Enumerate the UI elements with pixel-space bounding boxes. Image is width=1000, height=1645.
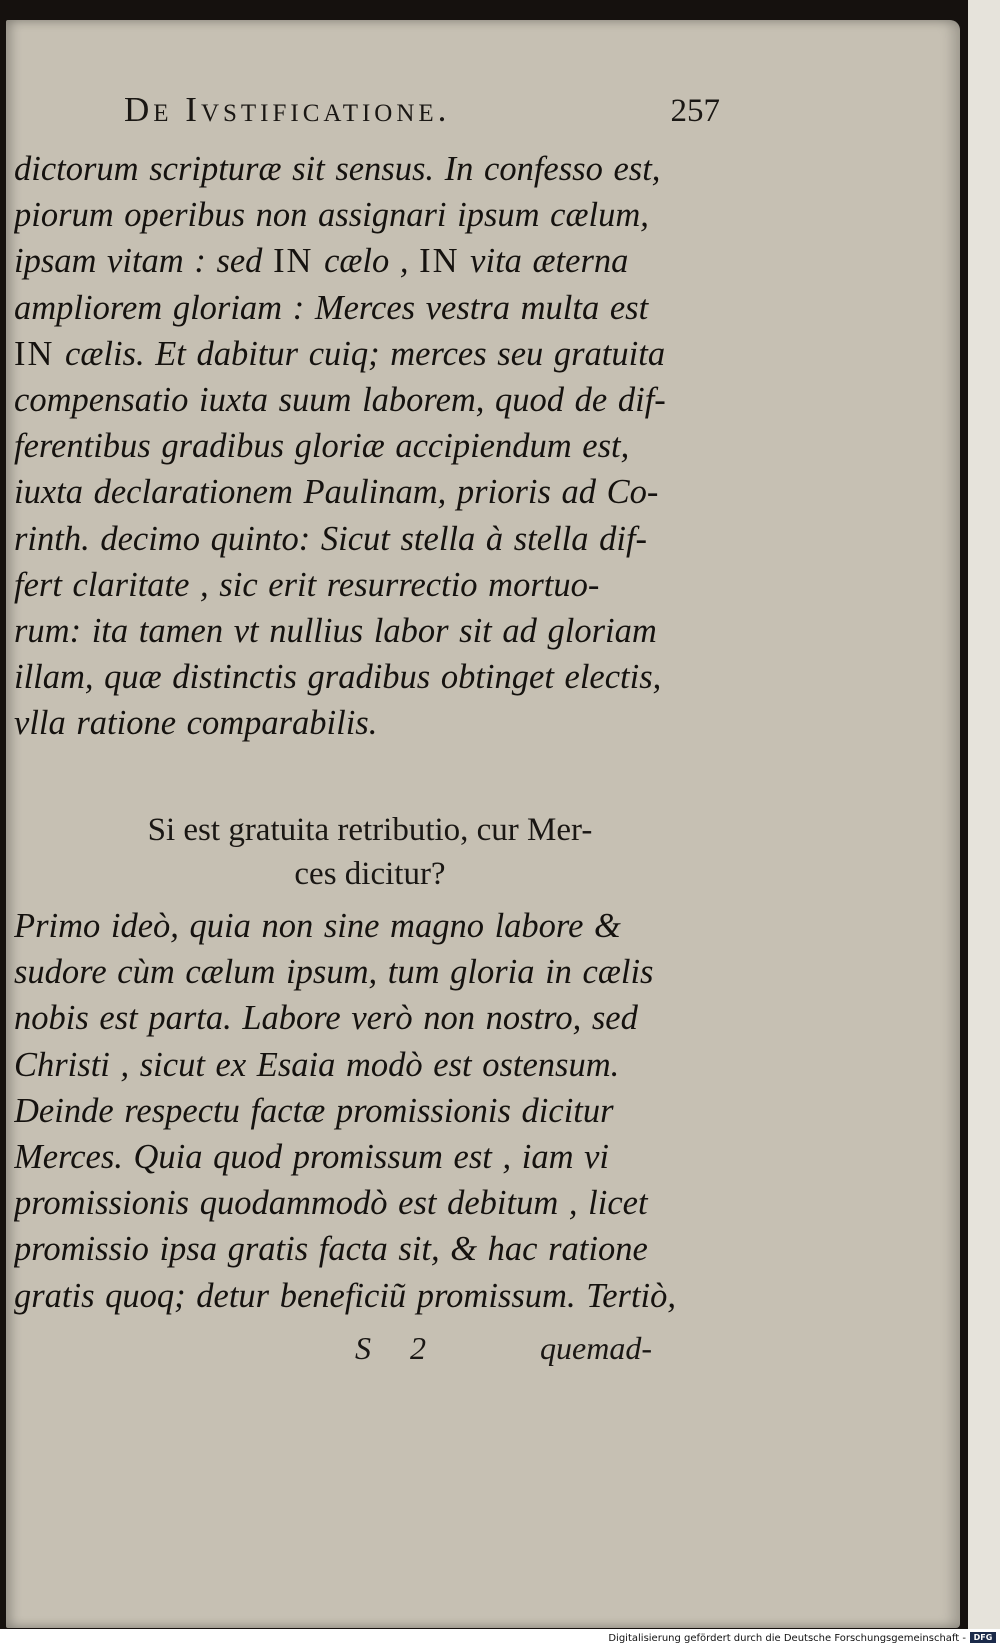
- heading-line-1: Si est gratuita retributio, cur Mer-: [147, 812, 593, 848]
- text-line: nobis est parta. Labore verò non nostro, sed: [14, 999, 638, 1038]
- funding-credit: Digitalisierung gefördert durch die Deutsche Forschungsgemeinschaft -: [608, 1633, 966, 1644]
- footer-bar: [0, 1629, 1000, 1645]
- small-caps-in: IN: [273, 242, 314, 281]
- signature-number: 2: [410, 1330, 426, 1366]
- text-line: Merces. Quia quod promissum est , iam vi: [14, 1137, 610, 1176]
- text-line: [14, 238, 724, 284]
- text-line: Deinde respectu factæ promissionis dicitur: [14, 1091, 614, 1130]
- small-caps-in: IN: [14, 334, 55, 373]
- text-segment: ipsam vitam : sed: [14, 242, 263, 281]
- text-line: promissionis quodammodò est debitum , licet: [14, 1184, 648, 1223]
- page-number: 257: [670, 93, 720, 129]
- text-line: piorum operibus non assignari ipsum cælum,: [14, 196, 649, 235]
- text-line: Primo ideò, quia non sine magno labore &: [14, 907, 621, 945]
- text-segment: cælo ,: [324, 242, 409, 281]
- text-line: Christi , sicut ex Esaia modò est ostensum.: [14, 1045, 620, 1084]
- text-line: dictorum scripturæ sit sensus. In confesso est,: [14, 150, 661, 188]
- section-heading: [60, 808, 680, 896]
- text-line: gratis quoq; detur beneficiũ promissum. Tertiò,: [14, 1276, 676, 1315]
- text-segment: vita æterna: [470, 242, 629, 281]
- running-title: De Ivstificatione.: [124, 90, 451, 129]
- text-line: vlla ratione comparabilis.: [14, 704, 378, 743]
- page-header: [124, 90, 724, 130]
- text-line: ampliorem gloriam : Merces vestra multa est: [14, 288, 649, 327]
- paragraph-1: [14, 146, 724, 746]
- text-line: promissio ipsa gratis facta sit, & hac ratione: [14, 1230, 648, 1269]
- heading-line-2: ces dicitur?: [294, 856, 446, 892]
- text-line: iuxta declarationem Paulinam, prioris ad Co-: [14, 473, 659, 512]
- text-line: sudore cùm cælum ipsum, tum gloria in cælis: [14, 953, 654, 992]
- text-line: fert claritate , sic erit resurrectio mortuo-: [14, 565, 600, 604]
- signature-mark: S: [355, 1330, 371, 1366]
- text-line: illam, quæ distinctis gradibus obtinget electis,: [14, 658, 662, 697]
- text-line: [14, 331, 724, 377]
- paragraph-2: [14, 903, 724, 1319]
- dfg-logo: DFG: [970, 1632, 996, 1643]
- catchword: quemad-: [540, 1330, 652, 1366]
- small-caps-in: IN: [419, 242, 460, 281]
- text-line: rinth. decimo quinto: Sicut stella à stella dif-: [14, 519, 648, 558]
- text-line: ferentibus gradibus gloriæ accipiendum est,: [14, 427, 630, 466]
- text-line: rum: ita tamen vt nullius labor sit ad gloriam: [14, 611, 657, 650]
- text-line: compensatio iuxta suum laborem, quod de dif-: [14, 380, 666, 419]
- text-segment: cælis. Et dabitur cuiq; merces seu gratuita: [65, 334, 666, 373]
